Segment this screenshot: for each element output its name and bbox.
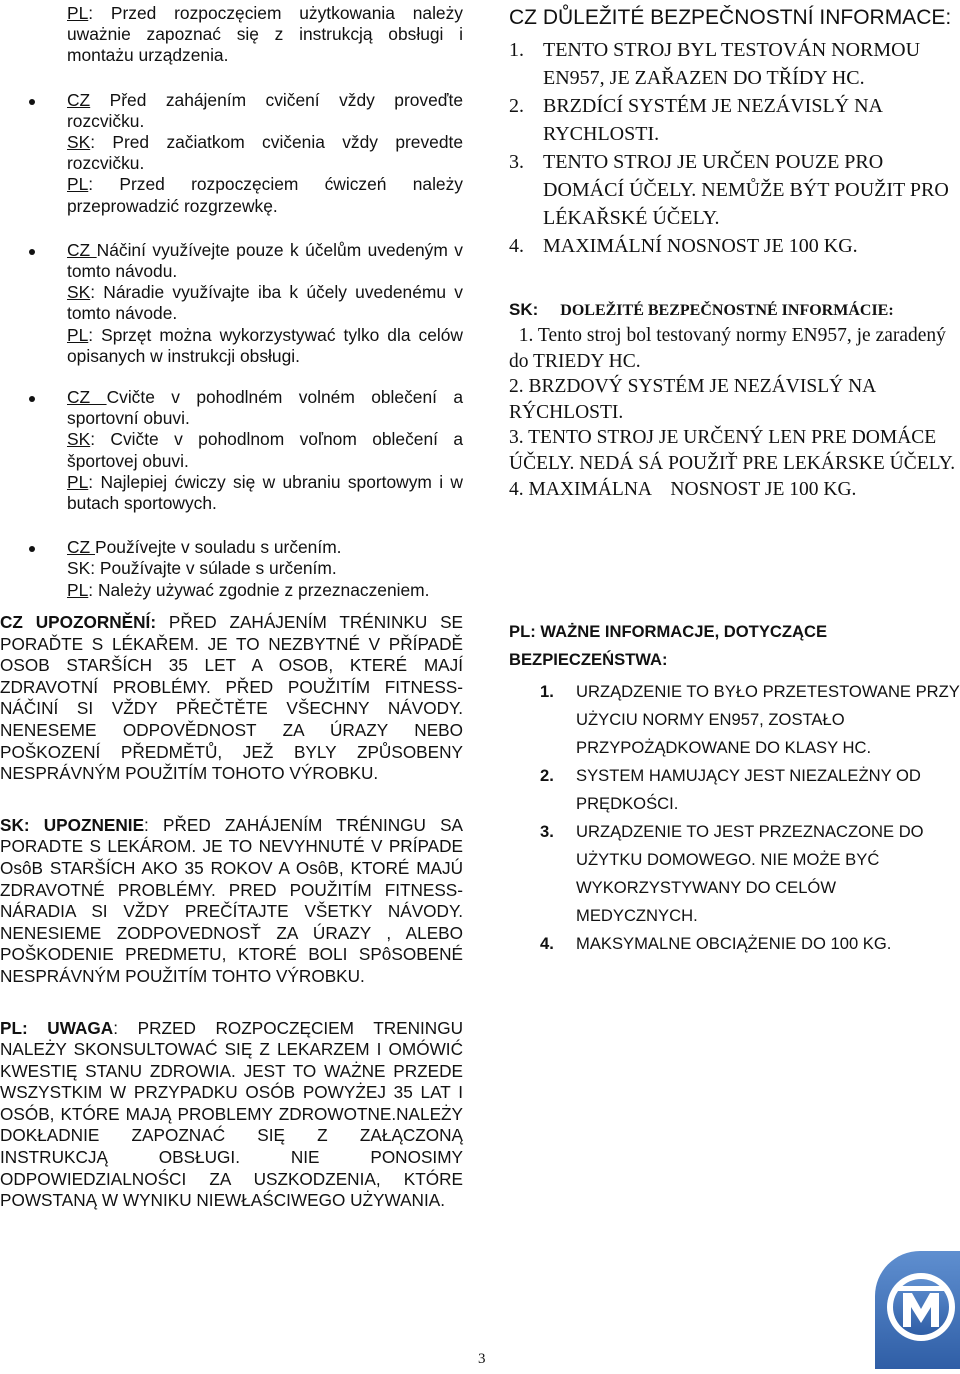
sk-label: SK <box>67 282 91 303</box>
pl-important-column <box>509 618 960 958</box>
cz-line <box>67 387 463 429</box>
item-number: 2. <box>509 95 524 117</box>
item-text: BRZDÍCÍ SYSTÉM JE NEZÁVISLÝ NA RYCHLOSTI. <box>543 95 882 145</box>
pl-important-list <box>509 678 960 958</box>
list-item <box>509 148 960 232</box>
important-info-column <box>509 0 960 502</box>
bullet-icon <box>29 546 35 552</box>
logo-bar <box>897 1286 945 1291</box>
list-item: 4. MAXIMÁLNA NOSNOST JE 100 KG. <box>509 478 857 500</box>
pl-label: PL <box>67 3 89 23</box>
sk-line <box>67 282 463 324</box>
cz-line <box>67 240 463 282</box>
page-number: 3 <box>478 1351 486 1367</box>
item-text: URZĄDZENIE TO BYŁO PRZETESTOWANE PRZY UŻYCIU NORMY EN957, ZOSTAŁO PRZYPOŻĄDKOWANE DO KLASY HC. <box>576 682 960 757</box>
sk-label: SK <box>67 429 91 450</box>
cz-label: CZ <box>67 537 96 558</box>
pl-warning-label: PL: UWAGA <box>0 1017 114 1038</box>
pl-line <box>67 3 463 67</box>
cz-label: CZ <box>67 239 97 260</box>
item-number: 1. <box>509 39 524 61</box>
bullet-icon <box>29 249 35 255</box>
cz-important-heading: CZ DŮLEŽITÉ BEZPEČNOSTNÍ INFORMACE: <box>509 6 952 29</box>
cz-warning-label: CZ UPOZORNĚNÍ: <box>0 612 157 632</box>
item-text: MAXIMÁLNÍ NOSNOST JE 100 KG. <box>543 235 858 257</box>
sk-heading-text: DOLEŽITÉ BEZPEČNOSTNÉ INFORMÁCIE: <box>560 302 894 319</box>
cz-label: CZ <box>67 387 107 408</box>
sk-warning-text: : PŘED ZAHÁJENÍM TRÉNINGU SA PORADTE S LEKÁROM. JE TO NEVYHNUTÉ V PRÍPADE OsôB STARŠÍCH AKO 35 ROKOV A OsôB, KTORÉ MAJÚ ZDRAVOTNÉ PROBLÉMY. PRED POUŽITÍM FITNESS-NÁRADIA SI VŽDY PREČÍTAJTE VŠETKY NÁVODY. NENESIEME ZODPOVEDNOSŤ ZA ÚRAZY , ALEBO POŠKODENIE PREDMETU, KTORÉ BOLI SPôSOBENÉ NESPRÁVNÝM POUŽITÍM TOHTO VÝROBKU. <box>0 814 463 986</box>
item-text: URZĄDZENIE TO JEST PRZEZNACZONE DO UŻYTKU DOMOWEGO. NIE MOŻE BYĆ WYKORZYSTYWANY DO CELÓW MEDYCZNYCH. <box>576 822 924 925</box>
pl-warning <box>0 1018 463 1212</box>
item-text: SYSTEM HAMUJĄCY JEST NIEZALEŻNY OD PRĘDKOŚCI. <box>576 766 921 813</box>
sk-important-heading <box>509 298 960 323</box>
item-number: 2. <box>540 766 554 785</box>
list-item <box>509 762 960 818</box>
list-item <box>0 240 463 367</box>
list-item <box>509 818 960 930</box>
cz-line <box>67 90 463 132</box>
pl-label: PL <box>67 471 89 492</box>
cz-text: Před zahájením cvičení vždy proveďte rozcvičku. <box>67 89 463 131</box>
pl-line <box>67 174 463 216</box>
sk-important-list <box>509 323 960 502</box>
list-item <box>509 232 960 260</box>
brand-m-logo-icon <box>875 1251 960 1369</box>
list-item <box>0 90 463 217</box>
item-text: MAKSYMALNE OBCIĄŻENIE DO 100 KG. <box>576 934 892 953</box>
pl-text: : Sprzęt można wykorzystywać tylko dla celów opisanych w instrukcji obsługi. <box>67 324 463 366</box>
item-number: 4. <box>540 934 554 953</box>
cz-warning-text: PŘED ZAHÁJENÍM TRÉNINKU SE PORAĎTE S LÉKAŘEM. JE TO NEZBYTNÉ V PŘÍPADĚ OSOB STARŠÍCH 35 LET A OSOB, KTERÉ MAJÍ ZDRAVOTNÍ PROBLÉMY. PŘED POUŽITÍM FITNESS-NÁČINÍ SI VŽDY PŘEČTĚTE VŠECHNY NÁVODY. NENESEME ODPOVĚDNOST ZA ÚRAZY NEBO POŠKOZENÍ PŘEDMĚTŮ, JEŽ BYLY ZPŮSOBENY NESPRÁVNÝM POUŽITÍM TOHOTO VÝROBKU. <box>0 612 463 784</box>
pl-text: : Najlepiej ćwiczy się w ubraniu sportowym i w butach sportowych. <box>67 471 463 514</box>
list-item: 2. BRZDOVÝ SYSTÉM JE NEZÁVISLÝ NA RÝCHLOSTI. <box>509 376 876 423</box>
safety-bullets-column <box>0 0 463 624</box>
sk-line: SK: Používajte v súlade s určením. <box>67 558 337 579</box>
sk-label: SK <box>67 132 91 153</box>
list-item <box>0 0 463 67</box>
pl-label: PL <box>67 324 89 345</box>
cz-text: Cvičte v pohodlném volném oblečení a sportovní obuvi. <box>67 387 463 429</box>
sk-text: : Náradie využívajte iba k účely uvedenému v tomto návode. <box>67 282 463 324</box>
cz-line <box>67 537 463 558</box>
pl-line <box>67 325 463 367</box>
item-number: 3. <box>540 822 554 841</box>
sk-text: : Pred začiatkom cvičenia vždy prevedte rozcvičku. <box>67 132 463 174</box>
cz-important-list <box>509 36 960 260</box>
item-number: 4. <box>509 235 524 257</box>
list-item <box>509 36 960 92</box>
pl-label: PL <box>67 174 89 195</box>
list-item: 1. Tento stroj bol testovaný normy EN957, je zaradený do TRIEDY HC. <box>509 325 951 372</box>
pl-text: : Należy używać zgodnie z przeznaczeniem. <box>88 579 430 600</box>
pl-line <box>67 472 463 514</box>
pl-text: : Przed rozpoczęciem użytkowania należy uważnie zapoznać się z instrukcją obsługi i montażu urządzenia. <box>67 3 463 66</box>
sk-line <box>67 132 463 174</box>
list-item <box>0 387 463 514</box>
pl-heading-line: PL: WAŻNE INFORMACJE, DOTYCZĄCE <box>509 622 828 641</box>
sk-label: SK: <box>509 300 539 319</box>
logo-graphic <box>875 1251 960 1369</box>
sk-line <box>67 429 463 471</box>
list-item <box>509 678 960 762</box>
safety-bullet-list <box>0 0 463 601</box>
sk-text: : Cvičte v pohodlnom voľnom oblečení a športovej obuvi. <box>67 429 463 471</box>
item-text: TENTO STROJ JE URČEN POUZE PRO DOMÁCÍ ÚČELY. NEMŮŽE BÝT POUŽIT PRO LÉKAŘSKÉ ÚČELY. <box>543 151 949 229</box>
pl-warning-text: : PRZED ROZPOCZĘCIEM TRENINGU NALEŻY SKONSULTOWAĆ SIĘ Z LEKARZEM I OMÓWIĆ KWESTIĘ STANU ZDROWIA. JEST TO WAŻNE PRZEDE WSZYSTKIM W PRZYPADKU OSÓB POWYŻEJ 35 LAT I OSÓB, KTÓRE MAJĄ PROBLEMY ZDROWOTNE.NALEŻY DOKŁADNIE ZAPOZNAĆ SIĘ Z ZAŁĄCZONĄ INSTRUKCJĄ OBSŁUGI. NIE PONOSIMY ODPOWIEDZIALNOŚCI ZA USZKODZENIA, KTÓRE POWSTANĄ W WYNIKU NIEWŁAŚCIWEGO UŻYWANIA. <box>0 1017 464 1211</box>
cz-text: Náčiní využívejte pouze k účelům uvedeným v tomto návodu. <box>67 239 464 282</box>
pl-heading-line: BEZPIECZEŃSTWA: <box>509 650 668 669</box>
list-item: 3. TENTO STROJ JE URČENÝ LEN PRE DOMÁCE ÚČELY. NEDÁ SÁ POUŽIŤ PRE LEKÁRSKE ÚČELY. <box>509 427 956 474</box>
list-item <box>0 537 463 601</box>
warnings-column <box>0 612 463 1242</box>
cz-text: Používejte v souladu s určením. <box>95 537 342 558</box>
sk-warning-label: SK: UPOZNENIE <box>0 814 145 835</box>
bullet-icon <box>29 396 35 402</box>
item-number: 1. <box>540 682 554 701</box>
pl-text: : Przed rozpoczęciem ćwiczeń należy przeprowadzić rozgrzewkę. <box>67 174 463 216</box>
cz-warning <box>0 612 463 785</box>
sk-warning <box>0 815 463 988</box>
item-text: TENTO STROJ BYL TESTOVÁN NORMOU EN957, JE ZAŘAZEN DO TŘÍDY HC. <box>543 39 921 89</box>
bullet-icon <box>29 99 35 105</box>
item-number: 3. <box>509 151 524 173</box>
pl-label: PL <box>67 579 89 600</box>
list-item <box>509 930 960 958</box>
pl-important-heading <box>509 618 960 674</box>
pl-line <box>67 580 463 601</box>
list-item <box>509 92 960 148</box>
cz-label: CZ <box>67 89 91 110</box>
